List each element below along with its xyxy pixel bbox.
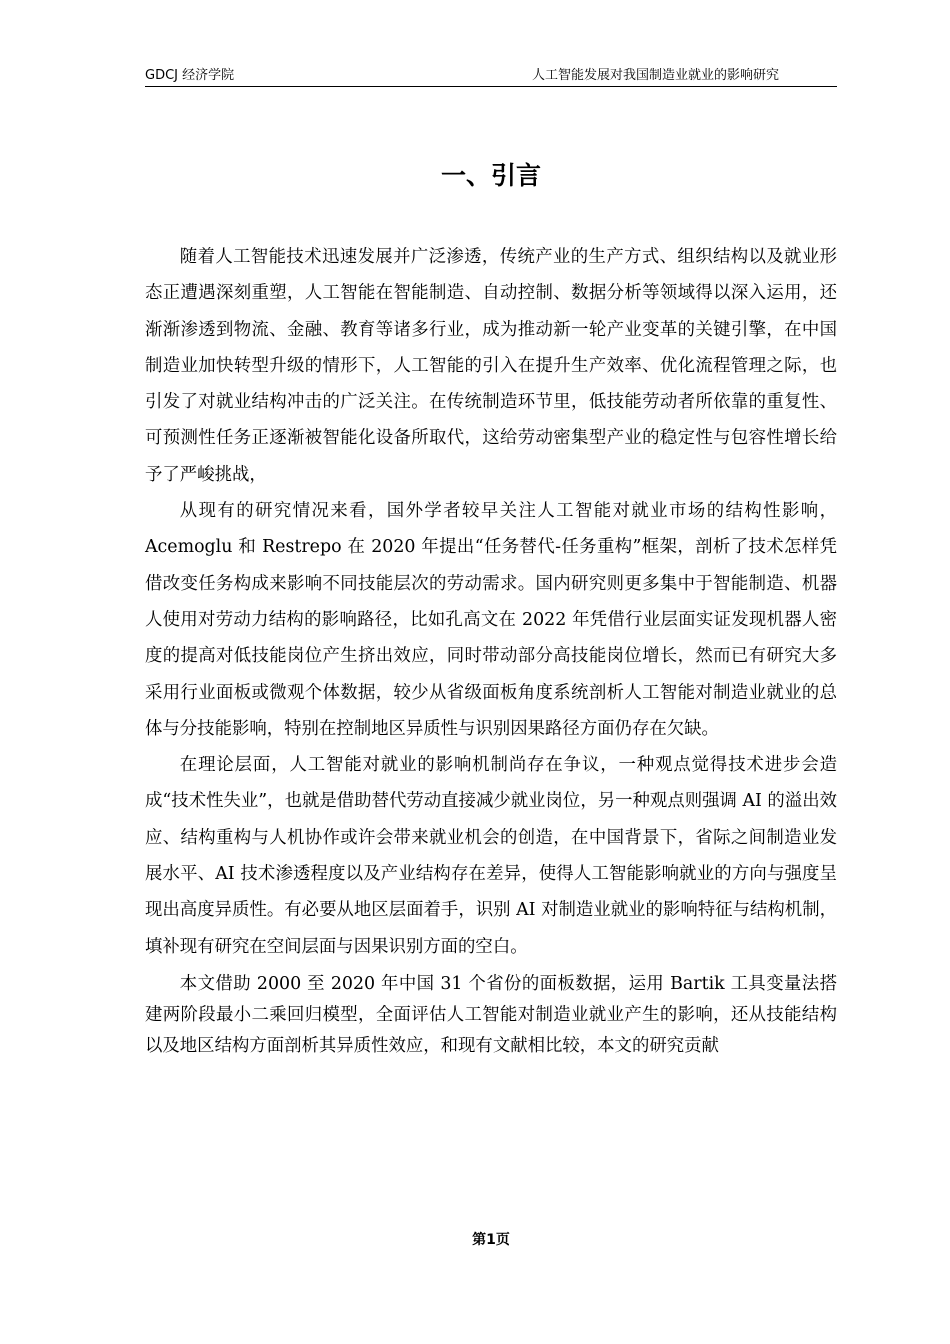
running-header: [145, 67, 837, 87]
section-title: 一、引言: [440, 161, 541, 190]
paragraph-1: 随着人工智能技术迅速发展并广泛渗透，传统产业的生产方式、组织结构以及就业形态正遭遇深刻重塑，人工智能在智能制造、自动控制、数据分析等领域得以深入运用，还渐渐渗透到物流、金融、教育等诸多行业，成为推动新一轮产业变革的关键引擎，在中国制造业加快转型升级的情形下，人工智能的引入在提升生产效率、优化流程管理之际，也引发了对就业结构冲击的广泛关注。在传统制造环节里，低技能劳动者所依靠的重复性、可预测性任务正逐渐被智能化设备所取代，这给劳动密集型产业的稳定性与包容性增长给予了严峻挑战，: [145, 247, 837, 485]
header-paper-title: 人工智能发展对我国制造业就业的影响研究: [531, 68, 779, 83]
paragraph-3: 在理论层面，人工智能对就业的影响机制尚存在争议，一种观点觉得技术进步会造成“技术性失业”，也就是借助替代劳动直接减少就业岗位，另一种观点则强调 AI 的溢出效应、结构重构与人机协作或许会带来就业机会的创造，在中国背景下，省际之间制造业发展水平、AI 技术渗透程度以及产业结构存在差异，使得人工智能影响就业的方向与强度呈现出高度异质性。有必要从地区层面着手，识别 AI 对制造业就业的影响特征与结构机制，填补现有研究在空间层面与因果识别方面的空白。: [145, 755, 837, 957]
page-number: 第1页: [472, 1232, 510, 1248]
paragraph-4: 本文借助 2000 至 2020 年中国 31 个省份的面板数据，运用 Bartik 工具变量法搭建两阶段最小二乘回归模型，全面评估人工智能对制造业就业产生的影响，还从技能结构以及地区结构方面剖析其异质性效应，和现有文献相比较，本文的研究贡献: [145, 973, 837, 1056]
paragraph-2: 从现有的研究情况来看，国外学者较早关注人工智能对就业市场的结构性影响，Acemoglu 和 Restrepo 在 2020 年提出“任务替代-任务重构”框架，剖析了技术怎样凭借改变任务构成来影响不同技能层次的劳动需求。国内研究则更多集中于智能制造、机器人使用对劳动力结构的影响路径，比如孔高文在 2022 年凭借行业层面实证发现机器人密度的提高对低技能岗位产生挤出效应，同时带动部分高技能岗位增长，然而已有研究大多采用行业面板或微观个体数据，较少从省级面板角度系统剖析人工智能对制造业就业的总体与分技能影响，特别在控制地区异质性与识别因果路径方面仍存在欠缺。: [145, 501, 837, 739]
body-text: [145, 239, 837, 1062]
header-institution: GDCJ 经济学院: [145, 68, 235, 83]
